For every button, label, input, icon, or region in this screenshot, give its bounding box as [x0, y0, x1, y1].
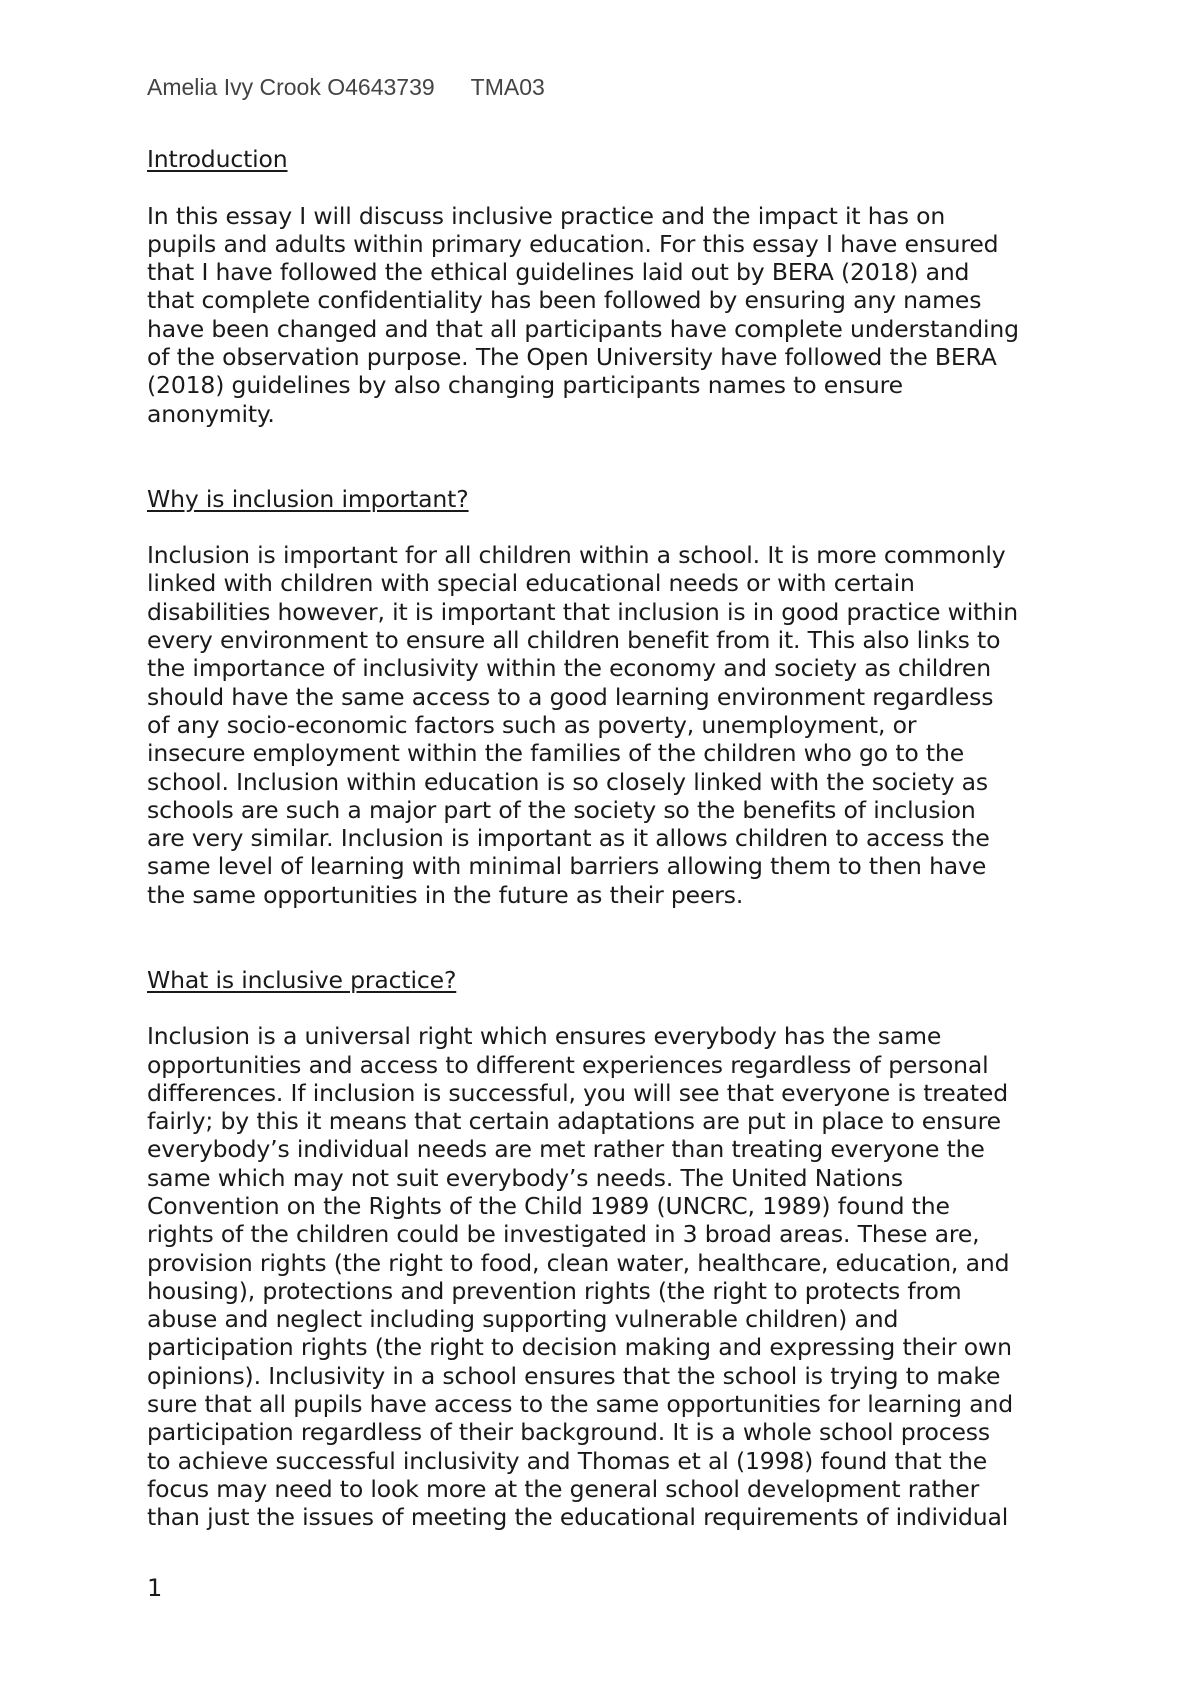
text-line: same level of learning with minimal barriers allowing them to then have [147, 852, 987, 881]
text-line: the importance of inclusivity within the economy and society as children [147, 654, 991, 683]
page-header [147, 74, 545, 101]
section-heading-why-inclusion: Why is inclusion important? [147, 484, 469, 513]
assignment-code: TMA03 [470, 74, 545, 100]
text-line: Inclusion is important for all children within a school. It is more commonly [147, 541, 1006, 570]
text-line: school. Inclusion within education is so closely linked with the society as [147, 767, 989, 796]
text-line: opinions). Inclusivity in a school ensures that the school is trying to make [147, 1361, 1001, 1390]
essay-body [147, 145, 1087, 1532]
text-line: participation regardless of their background. It is a whole school process [147, 1418, 990, 1447]
text-line: pupils and adults within primary education. For this essay I have ensured [147, 229, 999, 258]
text-line: linked with children with special educational needs or with certain [147, 569, 915, 598]
author-id: Amelia Ivy Crook O4643739 [147, 74, 435, 100]
text-line: In this essay I will discuss inclusive practice and the impact it has on [147, 201, 946, 230]
text-line: have been changed and that all participants have complete understanding [147, 314, 1019, 343]
text-line: sure that all pupils have access to the same opportunities for learning and [147, 1390, 1013, 1419]
text-line: anonymity. [147, 399, 275, 428]
text-line: differences. If inclusion is successful, you will see that everyone is treated [147, 1078, 1008, 1107]
text-line: than just the issues of meeting the educational requirements of individual [147, 1503, 1009, 1532]
text-line: Convention on the Rights of the Child 1989 (UNCRC, 1989) found the [147, 1191, 950, 1220]
text-line: participation rights (the right to decision making and expressing their own [147, 1333, 1012, 1362]
text-line: the same opportunities in the future as their peers. [147, 880, 744, 909]
text-line: opportunities and access to different experiences regardless of personal [147, 1050, 989, 1079]
text-line: abuse and neglect including supporting vulnerable children) and [147, 1305, 899, 1334]
section-heading-introduction: Introduction [147, 145, 288, 173]
paragraph-why-inclusion [147, 541, 1087, 909]
page-number: 1 [147, 1574, 163, 1602]
text-line: housing), protections and prevention rights (the right to protects from [147, 1276, 962, 1305]
text-line: to achieve successful inclusivity and Thomas et al (1998) found that the [147, 1446, 988, 1475]
text-line: everybody’s individual needs are met rather than treating everyone the [147, 1135, 985, 1164]
text-line: that complete confidentiality has been followed by ensuring any names [147, 286, 982, 315]
paragraph-inclusive-practice [147, 1022, 1087, 1531]
text-line: provision rights (the right to food, clean water, healthcare, education, and [147, 1248, 1010, 1277]
text-line: of any socio-economic factors such as poverty, unemployment, or [147, 710, 917, 739]
text-line: of the observation purpose. The Open University have followed the BERA [147, 343, 997, 372]
text-line: rights of the children could be investigated in 3 broad areas. These are, [147, 1220, 980, 1249]
text-line: same which may not suit everybody’s needs. The United Nations [147, 1163, 903, 1192]
text-line: are very similar. Inclusion is important as it allows children to access the [147, 824, 990, 853]
text-line: fairly; by this it means that certain adaptations are put in place to ensure [147, 1107, 1001, 1136]
text-line: schools are such a major part of the society so the benefits of inclusion [147, 795, 976, 824]
text-line: disabilities however, it is important that inclusion is in good practice within [147, 597, 1019, 626]
text-line: that I have followed the ethical guidelines laid out by BERA (2018) and [147, 258, 970, 287]
text-line: focus may need to look more at the general school development rather [147, 1474, 980, 1503]
text-line: every environment to ensure all children benefit from it. This also links to [147, 626, 1001, 655]
paragraph-introduction [147, 202, 1087, 428]
section-heading-inclusive-practice: What is inclusive practice? [147, 965, 457, 994]
text-line: insecure employment within the families of the children who go to the [147, 739, 965, 768]
text-line: should have the same access to a good learning environment regardless [147, 682, 994, 711]
text-line: Inclusion is a universal right which ensures everybody has the same [147, 1022, 942, 1051]
text-line: (2018) guidelines by also changing participants names to ensure [147, 371, 903, 400]
